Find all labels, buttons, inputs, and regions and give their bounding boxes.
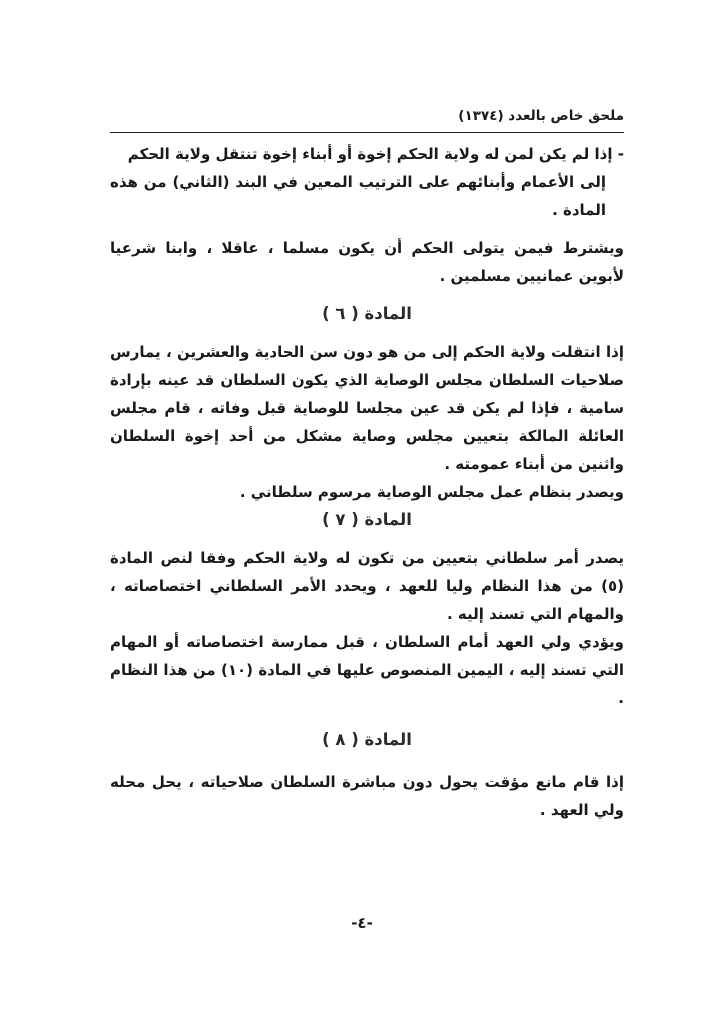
article-8-heading: المادة ( ٨ ): [322, 730, 412, 749]
article-6-paragraph: إذا انتقلت ولاية الحكم إلى من هو دون سن الحادية والعشرين ، يمارس صلاحيات السلطان مجلس الوصاية الذي يكون السلطان قد عينه بإرادة سامية ، فإذا لم يكن قد عين مجلسا للوصاية قبل وفاته ، قام مجلس العائلة المالكة بتعيين مجلس وصاية مشكل من أحد إخوة السلطان واثنين من أبناء عمومته .: [110, 343, 624, 473]
article-6-heading: المادة ( ٦ ): [322, 304, 412, 323]
spacer: [110, 754, 624, 768]
condition-paragraph: ويشترط فيمن يتولى الحكم أن يكون مسلما ، عاقلا ، وابنا شرعيا لأبوين عمانيين مسلمين .: [110, 239, 624, 285]
header-rule: [110, 132, 624, 133]
spacer: [110, 328, 624, 338]
page-content: [110, 140, 624, 824]
spacer: [110, 534, 624, 544]
list-item-continuation: [110, 168, 624, 224]
article-7-heading: المادة ( ٧ ): [322, 510, 412, 529]
list-item-dash: [110, 140, 624, 168]
page-number: -٤-: [351, 914, 373, 932]
article-6-decree: ويصدر بنظام عمل مجلس الوصاية مرسوم سلطاني .: [239, 483, 624, 501]
article-7-paragraph: يصدر أمر سلطاني بتعيين من تكون له ولاية الحكم وفقا لنص المادة (٥) من هذا النظام وليا للعهد ، ويحدد الأمر السلطاني اختصاصاته ، والمهام التي تسند إليه .: [110, 549, 624, 623]
spacer: [110, 290, 624, 300]
article-7-oath: ويؤدي ولي العهد أمام السلطان ، قبل ممارسة اختصاصاته أو المهام التي تسند إليه ، اليمين المنصوص عليها في المادة (١٠) من هذا النظام .: [110, 633, 625, 707]
item-line-rest: إلى الأعمام وأبنائهم على الترتيب المعين في البند (الثاني) من هذه المادة .: [110, 173, 606, 219]
spacer: [110, 712, 624, 726]
spacer: [110, 224, 624, 234]
page-header: ملحق خاص بالعدد (١٣٧٤): [458, 108, 624, 124]
dash-marker: -: [617, 145, 624, 163]
item-line-1: إذا لم يكن لمن له ولاية الحكم إخوة أو أبناء إخوة تنتقل ولاية الحكم: [127, 145, 613, 163]
article-8-paragraph: إذا قام مانع مؤقت يحول دون مباشرة السلطان صلاحياته ، يحل محله ولي العهد .: [110, 773, 624, 819]
